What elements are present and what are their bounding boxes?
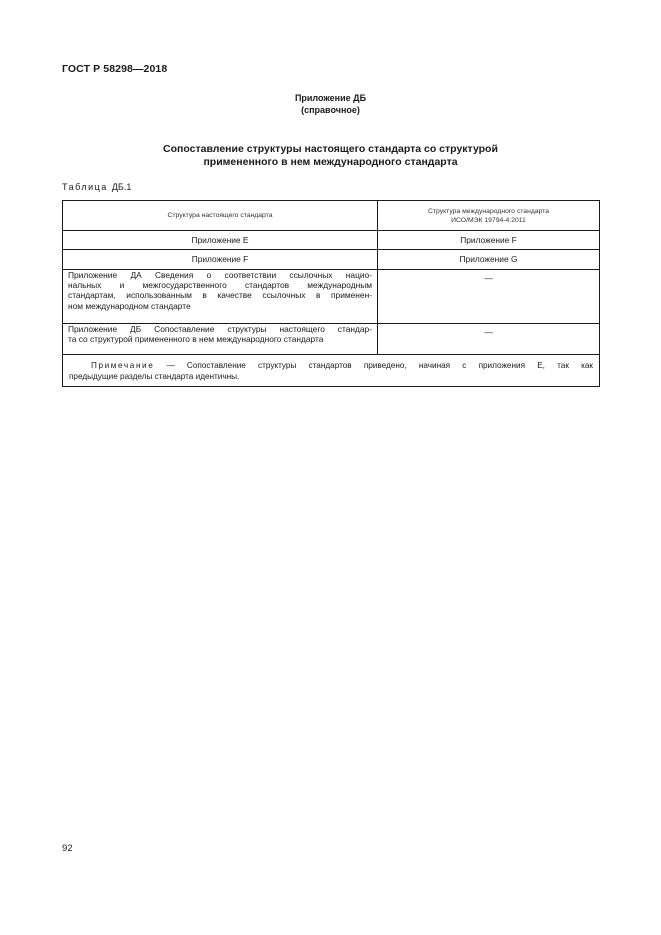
table-row	[63, 324, 600, 355]
header-right-line-2: ИСО/МЭК 19794-4:2011	[451, 216, 526, 224]
appendix-heading	[0, 92, 661, 116]
title-line-1: Сопоставление структуры настоящего стандарта со структурой	[163, 143, 498, 155]
table-label	[62, 182, 131, 192]
table-cell-multiline	[63, 270, 378, 324]
table-cell: Приложение G	[378, 250, 600, 270]
table-cell: Приложение Е	[63, 231, 378, 250]
document-code: ГОСТ Р 58298—2018	[62, 63, 168, 75]
cell-line: нальных и межгосударственного стандартов международным	[68, 280, 372, 291]
table-header-row	[63, 201, 600, 231]
note-label: Примечание	[91, 360, 155, 370]
cell-line: ном международном стандарте	[68, 300, 191, 311]
appendix-name: Приложение ДБ	[294, 93, 367, 103]
appendix-title	[0, 143, 661, 169]
note-line-2: предыдущие разделы стандарта идентичны.	[69, 371, 240, 381]
table-cell: Приложение F	[63, 250, 378, 270]
note-line-1	[69, 360, 593, 371]
cell-line: та со структурой примененного в нем международного стандарта	[68, 334, 324, 345]
page-number: 92	[62, 843, 73, 854]
table-row	[63, 231, 600, 250]
cell-line: стандартам, использованным в качестве ссылочных в применен-	[68, 290, 372, 301]
table-note-row	[63, 355, 600, 387]
comparison-table	[62, 200, 600, 387]
table-row	[63, 250, 600, 270]
header-right-line-1: Структура международного стандарта	[427, 207, 550, 215]
table-note	[63, 355, 600, 387]
title-line-2: примененного в нем международного стандарта	[203, 156, 458, 168]
table-label-word: Таблица	[62, 182, 108, 192]
note-text-1: — Сопоставление структуры стандартов приведено, начиная с приложения Е, так как	[154, 360, 593, 370]
header-cell-right	[378, 201, 600, 231]
cell-line: Приложение ДБ Сопоставление структуры настоящего стандар-	[68, 324, 372, 334]
appendix-type: (справочное)	[301, 105, 360, 115]
header-cell-left: Структура настоящего стандарта	[63, 201, 378, 231]
table-label-number: ДБ.1	[111, 182, 132, 192]
table-cell: —	[378, 270, 600, 324]
cell-line: Приложение ДА Сведения о соответствии ссылочных нацио-	[68, 270, 372, 280]
table-cell: Приложение F	[378, 231, 600, 250]
table-row	[63, 270, 600, 324]
table-cell-multiline	[63, 324, 378, 355]
table-cell: —	[378, 324, 600, 355]
